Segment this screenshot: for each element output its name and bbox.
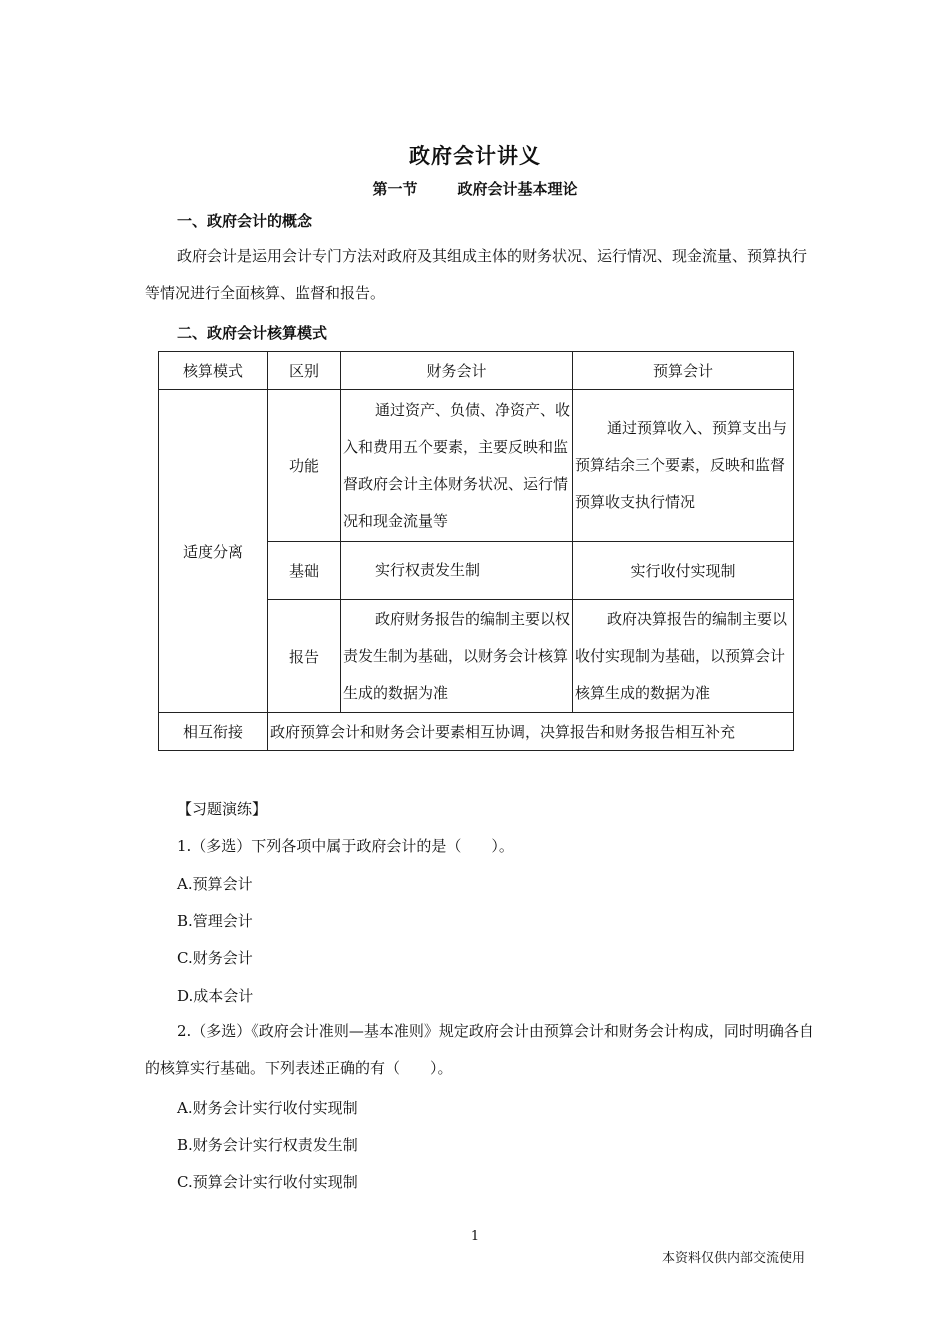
row-label-report: 报告 — [268, 600, 341, 713]
footer-note: 本资料仅供内部交流使用 — [661, 1251, 805, 1266]
header-mode: 核算模式 — [159, 352, 268, 390]
last-row-label: 相互衔接 — [159, 713, 268, 751]
row-label-function: 功能 — [268, 390, 341, 542]
q2-option-c: C.预算会计实行收付实现制 — [177, 1173, 358, 1191]
function-financial: 通过资产、负债、净资产、收入和费用五个要素，主要反映和监督政府会计主体财务状况、运行情况和现金流量等 — [341, 390, 573, 542]
table-row — [159, 713, 794, 751]
q1-option-d: D.成本会计 — [177, 987, 254, 1005]
basis-financial: 实行权责发生制 — [341, 542, 573, 600]
q1-option-c: C.财务会计 — [177, 949, 253, 967]
report-budget: 政府决算报告的编制主要以收付实现制为基础，以预算会计核算生成的数据为准 — [573, 600, 794, 713]
table-row — [159, 390, 794, 542]
concept-paragraph: 政府会计是运用会计专门方法对政府及其组成主体的财务状况、运行情况、现金流量、预算执行等情况进行全面核算、监督和报告。 — [145, 247, 808, 302]
function-budget: 通过预算收入、预算支出与预算结余三个要素，反映和监督预算收支执行情况 — [573, 390, 794, 542]
row-label-basis: 基础 — [268, 542, 341, 600]
header-budget: 预算会计 — [573, 352, 794, 390]
section-title: 政府会计基本理论 — [457, 180, 578, 198]
last-row-text: 政府预算会计和财务会计要素相互协调，决算报告和财务报告相互补充 — [268, 713, 794, 751]
header-difference: 区别 — [268, 352, 341, 390]
page-title: 政府会计讲义 — [409, 143, 541, 168]
table-header-row — [159, 352, 794, 390]
q2-option-b: B.财务会计实行权责发生制 — [177, 1136, 358, 1154]
question-1: 1.（多选）下列各项中属于政府会计的是（ ）。 — [177, 837, 514, 855]
group-cell: 适度分离 — [159, 390, 268, 713]
accounting-model-table — [158, 351, 794, 751]
report-financial: 政府财务报告的编制主要以权责发生制为基础，以财务会计核算生成的数据为准 — [341, 600, 573, 713]
q1-option-a: A.预算会计 — [177, 875, 253, 893]
basis-budget: 实行收付实现制 — [573, 542, 794, 600]
heading-model: 二、政府会计核算模式 — [177, 324, 328, 342]
q1-option-b: B.管理会计 — [177, 912, 253, 930]
header-financial: 财务会计 — [341, 352, 573, 390]
q2-option-a: A.财务会计实行收付实现制 — [177, 1099, 358, 1117]
section-heading — [0, 178, 950, 199]
question-2: 2.（多选）《政府会计准则—基本准则》规定政府会计由预算会计和财务会计构成，同时明确各自的核算实行基础。下列表述正确的有（ ）。 — [145, 1022, 814, 1077]
heading-concept: 一、政府会计的概念 — [177, 212, 313, 230]
exercise-heading: 【习题演练】 — [177, 800, 268, 818]
page-number: 1 — [470, 1229, 480, 1244]
section-label: 第一节 — [372, 180, 418, 198]
